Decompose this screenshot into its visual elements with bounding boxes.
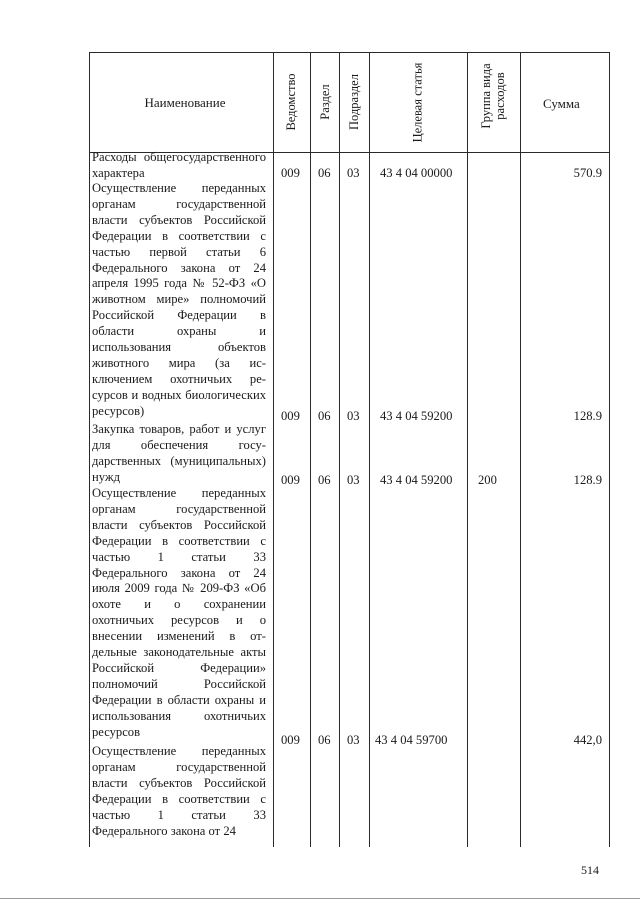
header-group xyxy=(479,51,507,141)
row-name: Закупка товаров, работ и услуг для обеспечения государственных (муниципальных) нужд xyxy=(92,422,266,484)
row-section: 06 xyxy=(318,733,331,747)
grid-line xyxy=(273,52,274,847)
header-name: Наименование xyxy=(144,95,226,110)
row-sum: 128.9 xyxy=(573,473,602,487)
row-section: 06 xyxy=(318,473,331,487)
header-subsection: Подраздел xyxy=(347,74,361,130)
header-target xyxy=(411,63,426,143)
page-number: 514 xyxy=(581,863,599,877)
grid-line xyxy=(369,52,370,847)
row-subsection: 03 xyxy=(347,473,360,487)
header-target-text: Целевая статья xyxy=(410,62,425,143)
row-target: 43 4 04 59200 xyxy=(380,473,453,487)
header-section: Раздел xyxy=(318,84,332,120)
grid-line xyxy=(310,52,311,847)
row-subsection: 03 xyxy=(347,166,360,180)
row-sum: 442,0 xyxy=(573,733,602,747)
row-name: Осуществление переданных органам государственной власти субъектов Российской Федерации в соответствии с частью 1 статьи 33 Федерального закона от 24 xyxy=(92,744,266,838)
row-name: Осуществление переданных органам государственной власти субъектов Российской Федерации в соответствии с частью 1 статьи 33 Федерального закона от 24 июля 2009 года № 209-ФЗ «Об охоте и о сохранении охотничьих ресурсов и о внесении изменений в отдельные законодательные акты Российской Федерации» полномочий Российской Федерации в области охраны и использования охотничьих ресурсов xyxy=(92,486,266,739)
row-sum: 570.9 xyxy=(573,166,602,180)
row-dept: 009 xyxy=(281,473,300,487)
grid-line xyxy=(89,52,90,847)
header-dept: Ведомство xyxy=(284,73,298,131)
table-top-border xyxy=(89,52,610,53)
row-target: 43 4 04 59700 xyxy=(375,733,448,747)
footer-rule xyxy=(0,898,640,899)
row-target: 43 4 04 00000 xyxy=(380,166,453,180)
grid-line xyxy=(467,52,468,847)
row-section: 06 xyxy=(318,166,331,180)
row-group: 200 xyxy=(478,473,497,487)
grid-line xyxy=(609,52,610,847)
row-name: Расходы общегосударственного характера xyxy=(92,150,266,180)
row-subsection: 03 xyxy=(347,409,360,423)
row-name: Осуществление переданных органам государственной власти субъектов Российской Федерации в соответствии с частью первой статьи 6 Федерального закона от 24 апреля 1995 года № 52-ФЗ «О животном мире» полномочий Российской Федерации в области охраны и использования объектов животного мира (за исключением охотничьих ресурсов и водных биологических ресурсов) xyxy=(92,181,266,418)
header-sum: Сумма xyxy=(543,96,580,111)
row-section: 06 xyxy=(318,409,331,423)
row-dept: 009 xyxy=(281,409,300,423)
grid-line xyxy=(339,52,340,847)
header-group-text: Группа вида расходов xyxy=(479,63,507,129)
row-target: 43 4 04 59200 xyxy=(380,409,453,423)
row-sum: 128.9 xyxy=(573,409,602,423)
grid-line xyxy=(520,52,521,847)
row-dept: 009 xyxy=(281,733,300,747)
row-subsection: 03 xyxy=(347,733,360,747)
row-dept: 009 xyxy=(281,166,300,180)
